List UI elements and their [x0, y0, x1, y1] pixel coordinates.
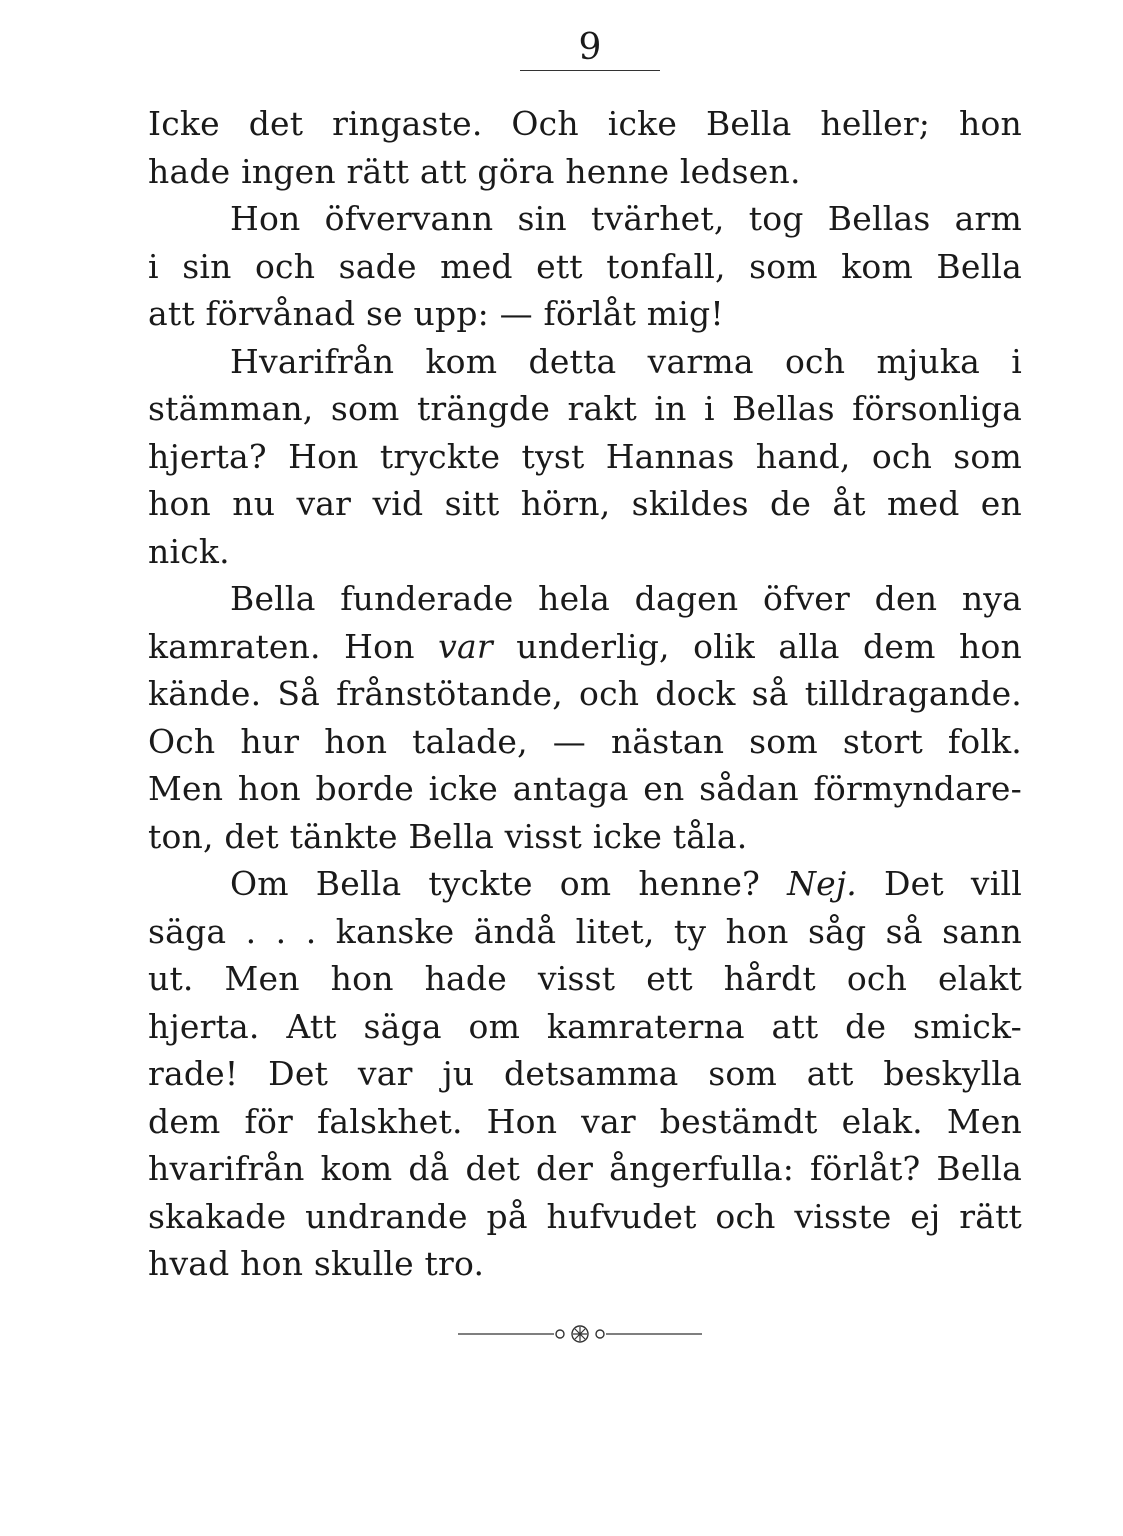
emphasis-word: var	[438, 626, 493, 666]
text-line: rade! Det var ju detsamma som att beskylla	[148, 1054, 1022, 1093]
text-line: hjerta. Att säga om kamraterna att de smick-	[148, 1006, 1022, 1046]
text-line	[148, 860, 1022, 908]
text-line: hjerta? Hon tryckte tyst Hannas hand, och som	[148, 436, 1022, 476]
text-line: stämman, som trängde rakt in i Bellas försonliga	[148, 389, 1022, 428]
body-text	[148, 100, 1022, 1288]
text-line: kände. Så frånstötande, och dock så tilldragande.	[148, 674, 1022, 713]
text-line: Bella funderade hela dagen öfver den nya	[230, 579, 1022, 618]
text-line: ton, det tänkte Bella visst icke tåla.	[148, 816, 748, 856]
paragraph	[148, 860, 1022, 1288]
text-line: skakade undrande på hufvudet och visste ej rätt	[148, 1196, 1022, 1236]
text-line: ut. Men hon hade visst ett hårdt och elakt	[148, 959, 1022, 998]
text-segment: kamraten. Hon	[148, 626, 439, 666]
end-ornament-icon	[458, 1322, 702, 1346]
paragraph	[148, 575, 1022, 860]
text-line: hvad hon skulle tro.	[148, 1244, 485, 1283]
text-line: Hon öfvervann sin tvärhet, tog Bellas arm	[230, 199, 1022, 238]
text-line: nick.	[148, 531, 230, 571]
text-line: hon nu var vid sitt hörn, skildes de åt med en	[148, 484, 1022, 523]
text-line	[148, 623, 1022, 671]
paragraph	[148, 100, 1022, 195]
text-segment: underlig, olik alla dem hon	[516, 626, 1022, 666]
text-segment: Om Bella tyckte om henne?	[230, 864, 788, 903]
text-line: Hvarifrån kom detta varma och mjuka i	[230, 341, 1022, 381]
paragraph	[148, 195, 1022, 338]
text-line: säga . . . kanske ändå litet, ty hon såg så sann	[148, 911, 1022, 951]
text-line: dem för falskhet. Hon var bestämdt elak. Men	[148, 1101, 1022, 1141]
text-line: Och hur hon talade, — nästan som stort folk.	[148, 721, 1022, 761]
text-line: Men hon borde icke antaga en sådan förmyndare-	[148, 769, 1022, 808]
text-line: hvarifrån kom då det der ångerfulla: förlåt? Bella	[148, 1149, 1022, 1188]
page-number: 9	[520, 28, 660, 71]
paragraph	[148, 338, 1022, 576]
text-line: att förvånad se upp: — förlåt mig!	[148, 294, 724, 333]
text-line: hade ingen rätt att göra henne ledsen.	[148, 151, 801, 191]
text-line: Icke det ringaste. Och icke Bella heller; hon	[148, 104, 1022, 143]
emphasis-word: Nej.	[787, 864, 857, 903]
text-line: i sin och sade med ett tonfall, som kom Bella	[148, 246, 1022, 286]
text-segment: Det vill	[857, 864, 1022, 903]
